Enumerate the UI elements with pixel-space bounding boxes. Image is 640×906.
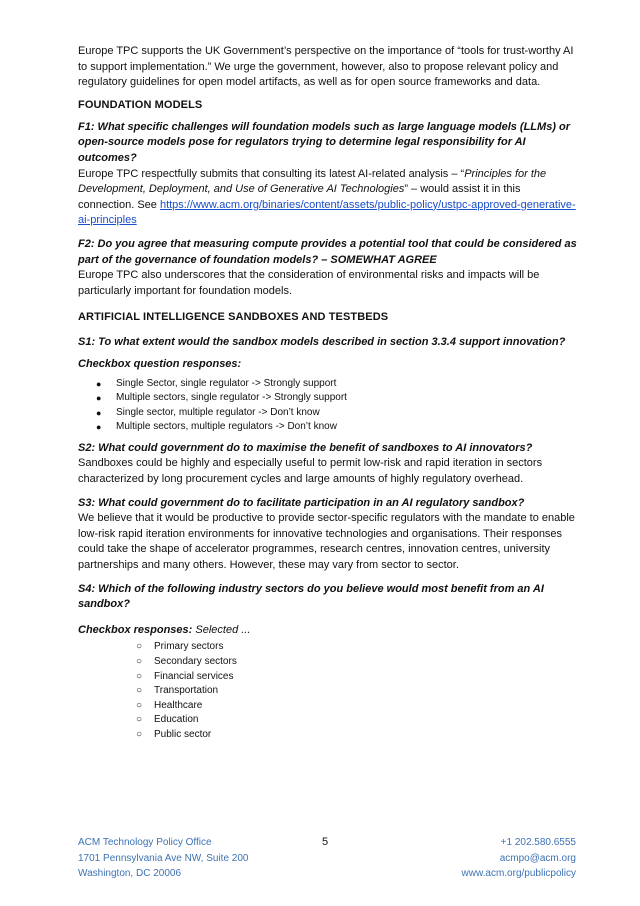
- f1-cited-title: Principles for the Development, Deployment, and Use of Generative AI Technologies: [78, 167, 547, 196]
- footer-office-name: ACM Technology Policy Office: [78, 837, 212, 848]
- bullet-icon: ●: [96, 393, 102, 404]
- intro-paragraph: Europe TPC supports the UK Government’s perspective on the importance of “tools for trust-worthy AI to support implementation.” We urge the government, however, also to propose relevant policy and regulatory guidelines for open model artifacts, as well as for open source frameworks and data.: [78, 45, 574, 89]
- s4-responses-label: Checkbox responses: Selected ...: [78, 623, 251, 636]
- question-s3: [78, 496, 578, 574]
- list-item: ● Multiple sectors, single regulator -> Strongly support: [96, 391, 578, 406]
- question-f1: [78, 120, 578, 229]
- list-item: ○ Primary sectors: [136, 640, 578, 655]
- bullet-icon: ●: [96, 407, 102, 418]
- s1-question: S1: To what extent would the sandbox models described in section 3.3.4 support innovation?: [78, 336, 566, 349]
- f1-question: F1: What specific challenges will foundation models such as large language models (LLMs) or open-source models pose for regulators trying to determine legal responsibility for AI outcomes?: [78, 120, 571, 164]
- footer-email[interactable]: acmpo@acm.org: [499, 852, 576, 864]
- f2-question: F2: Do you agree that measuring compute provides a potential tool that could be considered as part of the governance of foundation models? – SOMEWHAT AGREE: [78, 237, 577, 266]
- circle-bullet-icon: ○: [136, 728, 143, 740]
- page-number: 5: [322, 836, 329, 848]
- s1-responses-label: Checkbox question responses:: [78, 357, 242, 370]
- circle-bullet-icon: ○: [136, 714, 143, 726]
- page-footer: [78, 835, 576, 885]
- list-item: ○ Public sector: [136, 728, 578, 743]
- s3-answer: We believe that it would be productive to provide sector-specific regulators with the mandate to enable low-risk rapid iteration environments for innovative technologies and organisations. Their responses could take the shape of accelerator programmes, research centres, innovation centres, university partnerships and many others. However, these may vary from sector to sector.: [78, 512, 575, 572]
- list-item: ○ Secondary sectors: [136, 655, 578, 670]
- foundation-models-heading: FOUNDATION MODELS: [78, 98, 203, 111]
- list-item: ○ Education: [136, 713, 578, 728]
- footer-phone: +1 202.580.6555: [500, 837, 576, 848]
- s4-responses-list: [78, 640, 578, 742]
- footer-contact: [462, 835, 577, 882]
- footer-website[interactable]: www.acm.org/publicpolicy: [461, 868, 576, 879]
- footer-address: [78, 835, 248, 882]
- document-page: [78, 44, 578, 743]
- circle-bullet-icon: ○: [136, 699, 143, 711]
- s1-responses-list: [78, 377, 578, 435]
- list-item: ● Single sector, multiple regulator -> Don’t know: [96, 406, 578, 421]
- bullet-icon: ●: [96, 378, 102, 389]
- list-item: ○ Financial services: [136, 670, 578, 685]
- sandboxes-heading: ARTIFICIAL INTELLIGENCE SANDBOXES AND TESTBEDS: [78, 311, 389, 324]
- footer-city: Washington, DC 20006: [78, 868, 182, 879]
- bullet-icon: ●: [96, 422, 102, 433]
- circle-bullet-icon: ○: [136, 685, 143, 697]
- s3-question: S3: What could government do to facilitate participation in an AI regulatory sandbox?: [78, 496, 525, 509]
- list-item: ○ Healthcare: [136, 699, 578, 714]
- s2-question: S2: What could government do to maximise the benefit of sandboxes to AI innovators?: [78, 441, 533, 454]
- question-f2: [78, 237, 578, 299]
- list-item: ● Single Sector, single regulator -> Strongly support: [96, 377, 578, 392]
- footer-street: 1701 Pennsylvania Ave NW, Suite 200: [78, 852, 249, 864]
- circle-bullet-icon: ○: [136, 641, 143, 653]
- f1-answer: Europe TPC respectfully submits that consulting its latest AI-related analysis – “Principles for the Development, Deployment, and Use of Generative AI Technologies” – would assist it in this connection. See https://www.acm.org/binaries/content/assets/public-policy/ustpc-approved-generative-ai-principles: [78, 167, 576, 227]
- list-item: ● Multiple sectors, multiple regulators -> Don’t know: [96, 420, 578, 435]
- question-s2: [78, 441, 578, 488]
- s4-question: S4: Which of the following industry sectors do you believe would most benefit from an AI sandbox?: [78, 582, 544, 611]
- s2-answer: Sandboxes could be highly and especially useful to permit low-risk and rapid iteration in sectors characterized by long procurement cycles and large amounts of highly regulatory overhead.: [78, 457, 543, 486]
- f2-answer: Europe TPC also underscores that the consideration of environmental risks and impacts will be particularly important for foundation models.: [78, 269, 540, 297]
- generative-ai-principles-link[interactable]: https://www.acm.org/binaries/content/assets/public-policy/ustpc-approved-generative-ai-principles: [78, 198, 576, 227]
- circle-bullet-icon: ○: [136, 656, 143, 667]
- circle-bullet-icon: ○: [136, 670, 143, 682]
- list-item: ○ Transportation: [136, 684, 578, 699]
